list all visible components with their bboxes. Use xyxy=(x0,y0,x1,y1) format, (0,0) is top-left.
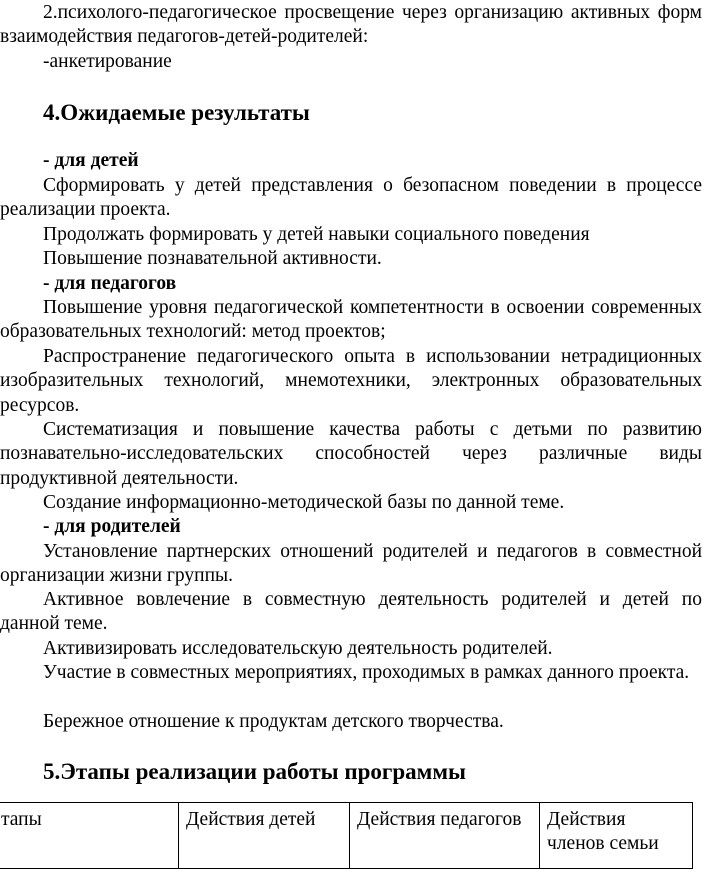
parents-paragraph-3: Активизировать исследовательскую деятельность родителей. xyxy=(43,638,553,659)
table-header-cell: Действия педагогов xyxy=(350,803,540,869)
heading-for-teachers: - для педагогов xyxy=(43,273,177,294)
parents-paragraph-1: Установление партнерских отношений родителей и педагогов в совместной организации жизни группы. xyxy=(0,541,702,587)
teachers-paragraph-4: Создание информационно-методической базы по данной теме. xyxy=(43,492,565,513)
teachers-paragraph-1: Повышение уровня педагогической компетентности в освоении современных образовательных технологий: метод проектов; xyxy=(0,297,702,343)
table-header-cell: Действия детей xyxy=(179,803,350,869)
teachers-paragraph-2: Распространение педагогического опыта в использовании нетрадиционных изобразительных технологий, мнемотехники, электронных образовательных ресурсов. xyxy=(0,346,702,416)
parents-paragraph-5: Бережное отношение к продуктам детского творчества. xyxy=(43,711,504,732)
stages-table xyxy=(0,802,693,869)
section4-title: 4.Ожидаемые результаты xyxy=(43,100,310,125)
children-paragraph-2: Продолжать формировать у детей навыки социального поведения xyxy=(43,224,590,245)
table-header-cell: Действия членов семьи xyxy=(540,803,693,869)
table-header-cell: тапы xyxy=(0,803,179,869)
paragraph-survey: -анкетирование xyxy=(43,51,172,72)
table-header-row xyxy=(0,803,693,869)
paragraph-item2: 2.психолого-педагогическое просвещение через организацию активных форм взаимодействия педагогов-детей-родителей: xyxy=(0,2,702,48)
section5-title: 5.Этапы реализации работы программы xyxy=(43,759,466,784)
teachers-paragraph-3: Систематизация и повышение качества работы с детьми по развитию познавательно-исследовательских способностей через различные виды продуктивной деятельности. xyxy=(0,419,702,489)
heading-for-parents: - для родителей xyxy=(43,516,181,537)
children-paragraph-1: Сформировать у детей представления о безопасном поведении в процессе реализации проекта. xyxy=(0,175,702,221)
parents-paragraph-4: Участие в совместных мероприятиях, проходимых в рамках данного проекта. xyxy=(43,662,690,683)
heading-for-children: - для детей xyxy=(43,150,139,171)
children-paragraph-3: Повышение познавательной активности. xyxy=(43,248,382,269)
parents-paragraph-2: Активное вовлечение в совместную деятельность родителей и детей по данной теме. xyxy=(0,589,702,635)
